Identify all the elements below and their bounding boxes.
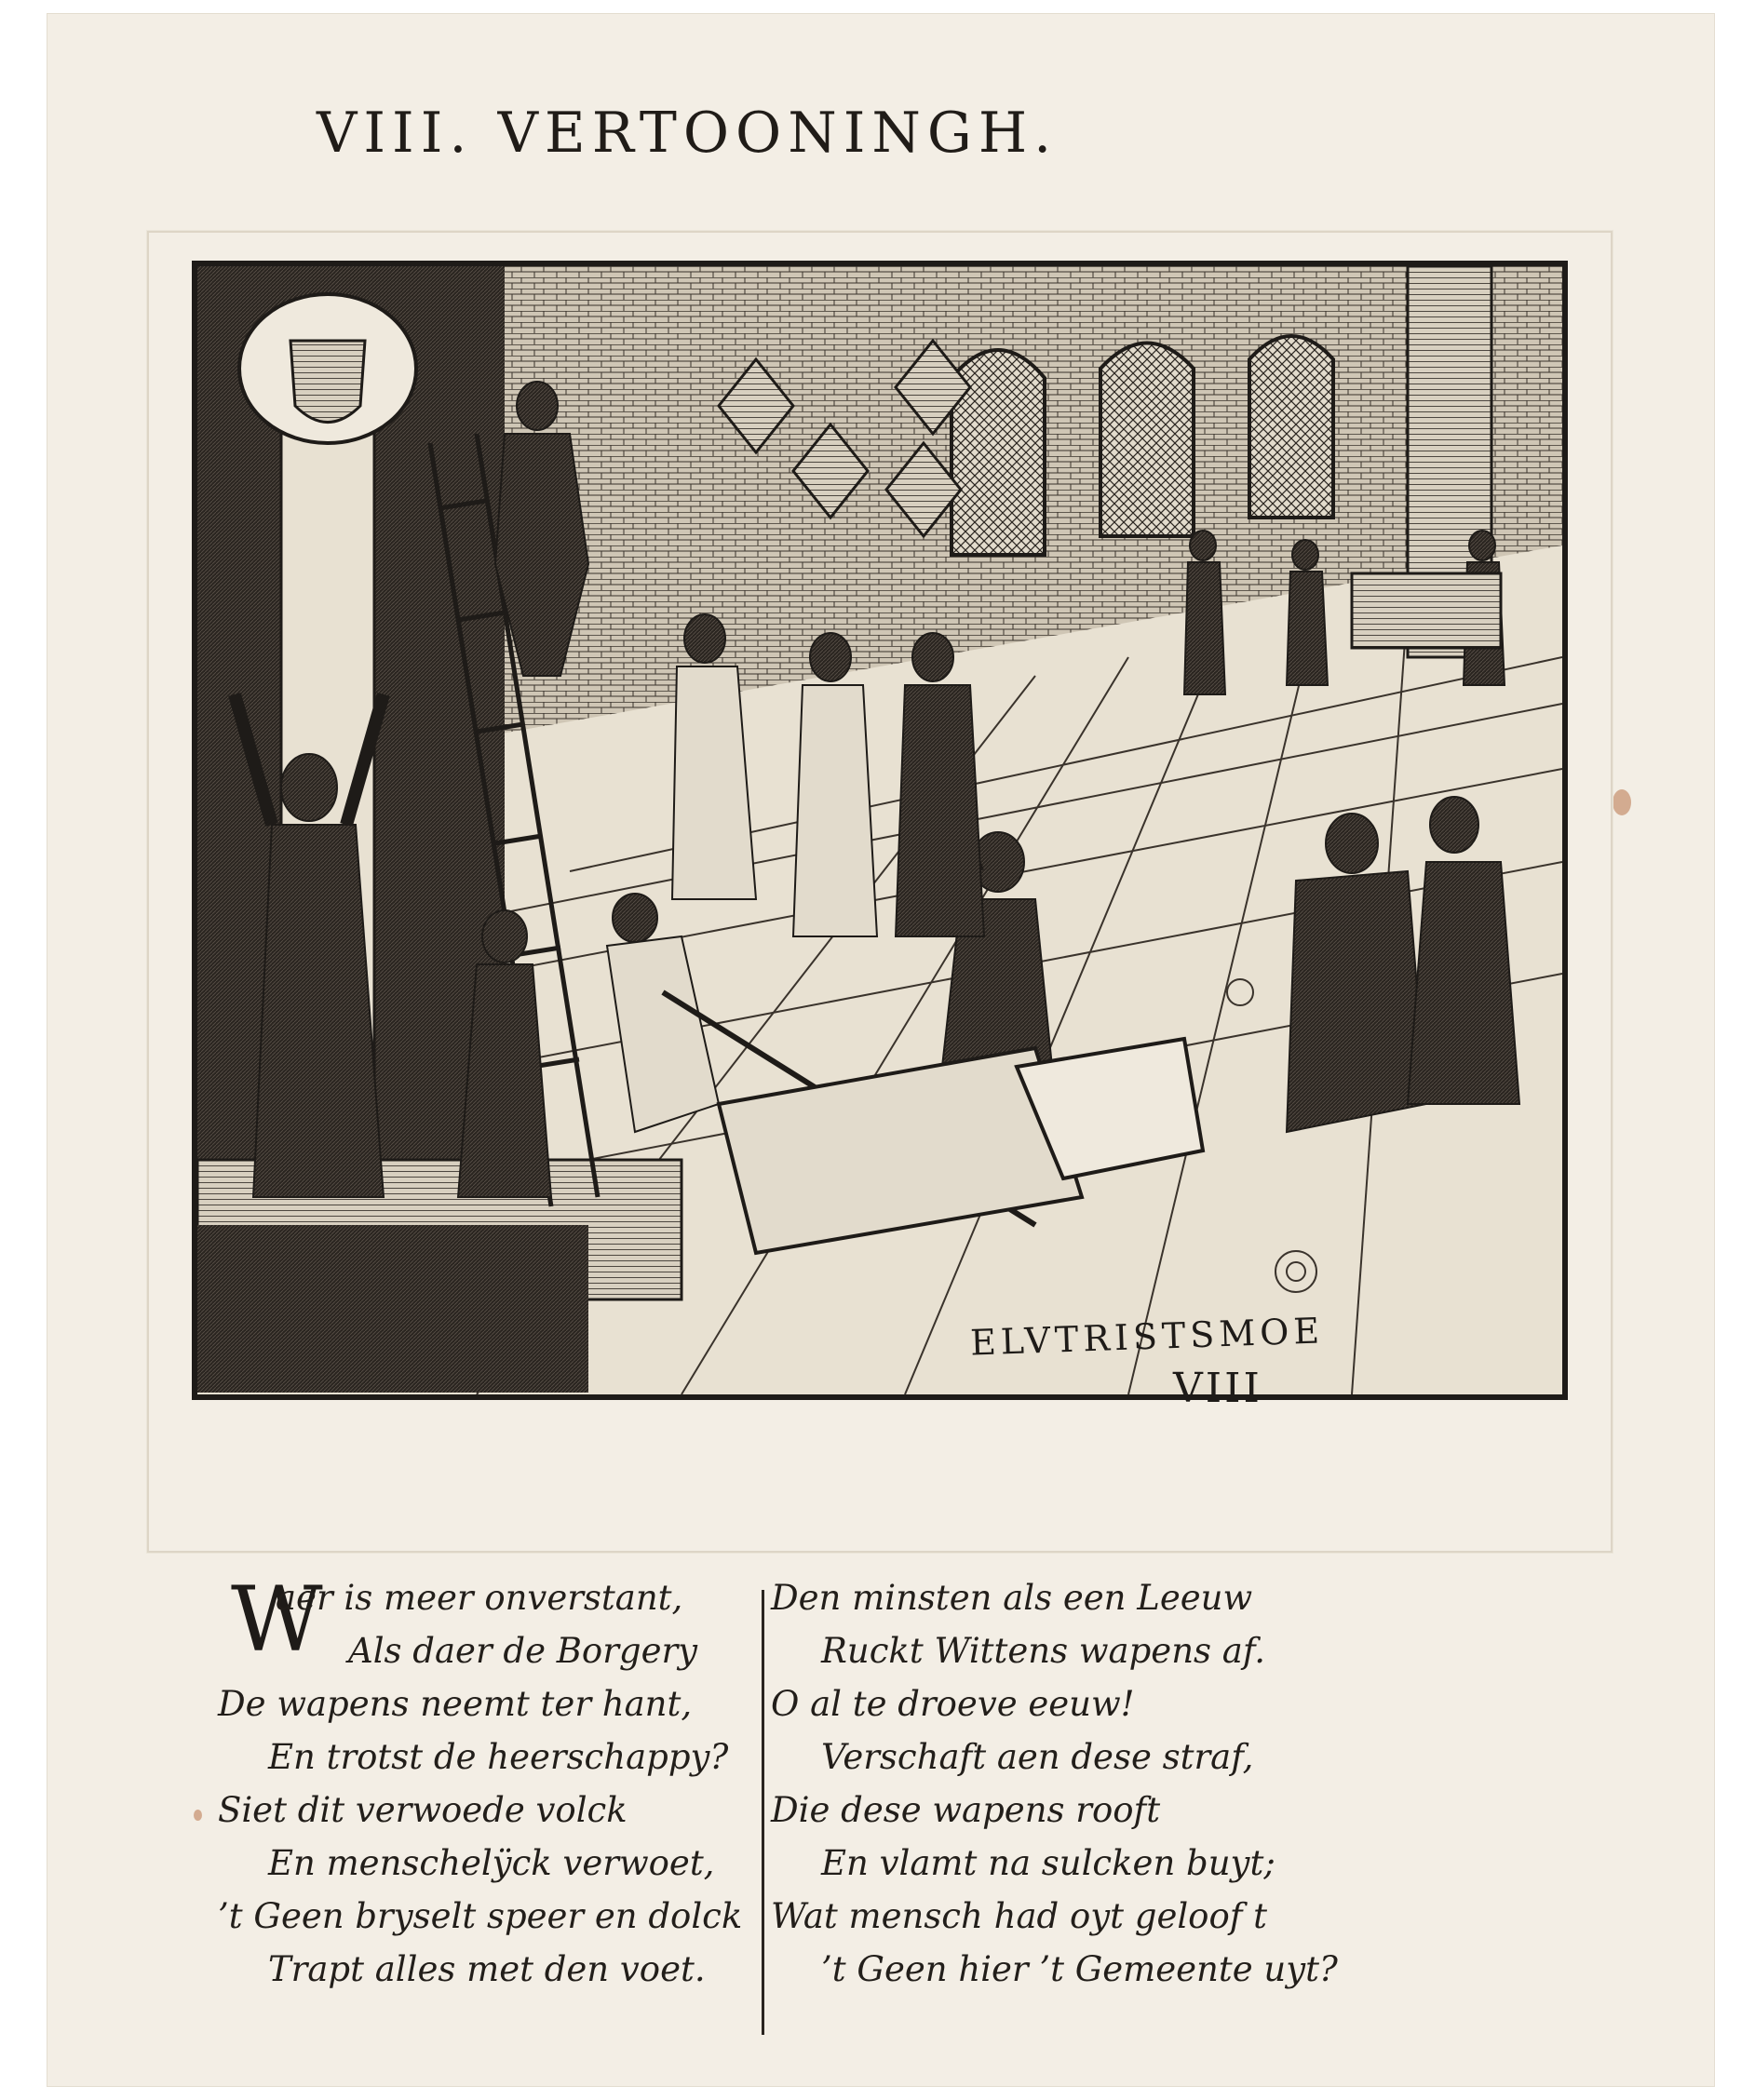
verse-line: Als daer de Borgery bbox=[348, 1631, 698, 1671]
verse-line: En trotst de heerschappy? bbox=[268, 1737, 729, 1777]
verse-right-column bbox=[771, 1571, 1367, 1996]
church-interior-scene bbox=[197, 266, 1562, 1394]
verse-line: Die dese wapens rooft bbox=[771, 1790, 1161, 1830]
print-title: VIII. VERTOONINGH. bbox=[317, 101, 1059, 166]
verse-left-column bbox=[218, 1568, 743, 1996]
verse-line: aer is meer onverstant, bbox=[276, 1578, 683, 1618]
verse-line: Wat mensch had oyt geloof t bbox=[771, 1896, 1268, 1936]
verse-line: Trapt alles met den voet. bbox=[268, 1949, 706, 1989]
verse-line: De wapens neemt ter hant, bbox=[218, 1684, 693, 1724]
foxing-spot bbox=[194, 1810, 202, 1821]
verse-line: Siet dit verwoede volck bbox=[218, 1790, 628, 1830]
verse-line: ’t Geen bryselt speer en dolck bbox=[218, 1896, 743, 1936]
plate-number: VIII bbox=[1173, 1365, 1262, 1412]
verse-line: O al te droeve eeuw! bbox=[771, 1684, 1135, 1724]
gravestone-inscription: ELVTRISTSMOE bbox=[969, 1310, 1325, 1364]
verse-line: Verschaft aen dese straf, bbox=[821, 1737, 1254, 1777]
engraving-image bbox=[192, 261, 1568, 1412]
verse-line: En vlamt na sulcken buyt; bbox=[821, 1843, 1275, 1883]
verse-dropcap: W bbox=[231, 1568, 323, 1672]
column-divider bbox=[762, 1590, 764, 2035]
verse-line: ’t Geen hier ’t Gemeente uyt? bbox=[821, 1949, 1338, 1989]
verse-line: En menschelÿck verwoet, bbox=[268, 1843, 715, 1883]
verse-line: Ruckt Wittens wapens af. bbox=[821, 1631, 1265, 1671]
foxing-spot bbox=[1613, 789, 1631, 815]
verse-line: Den minsten als een Leeuw bbox=[771, 1578, 1253, 1618]
